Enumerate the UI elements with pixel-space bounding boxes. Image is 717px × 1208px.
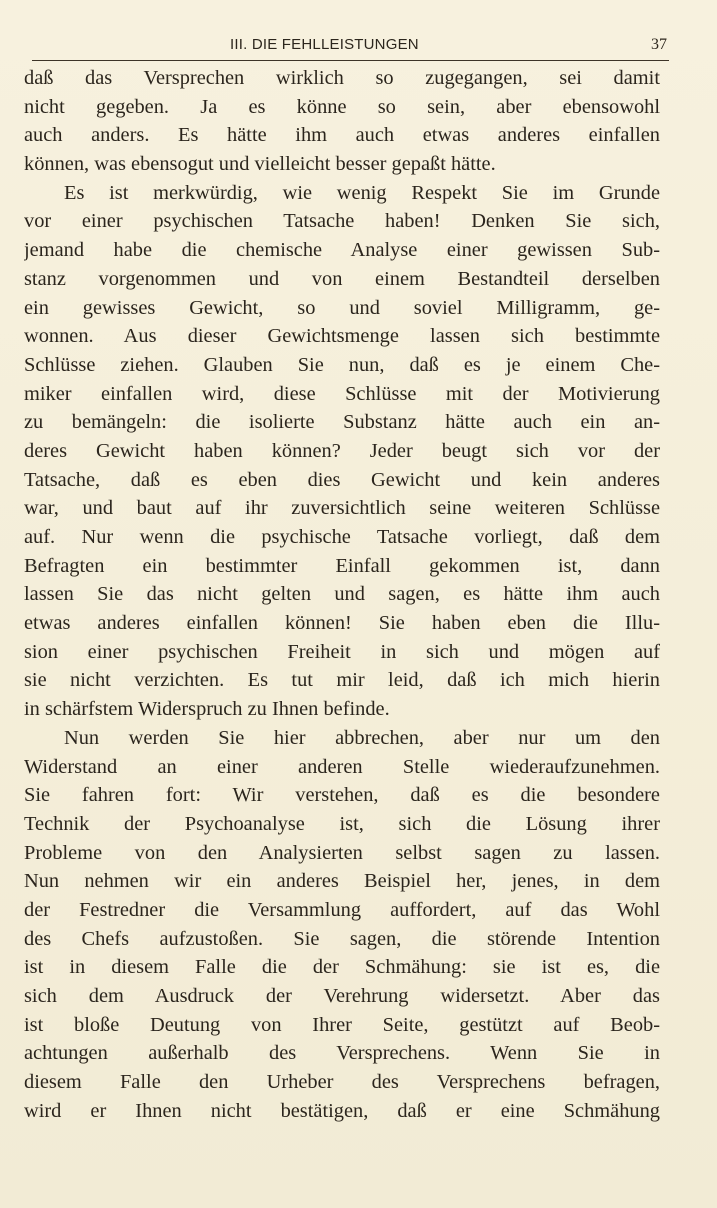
text-line: Es ist merkwürdig, wie wenig Respekt Sie im Grunde (64, 181, 660, 204)
text-line: stanz vorgenommen und von einem Bestandteil derselben (24, 267, 660, 290)
chapter-title: III. DIE FEHLLEISTUNGEN (230, 36, 419, 53)
text-line: jemand habe die chemische Analyse einer gewissen Sub- (24, 239, 660, 262)
text-line: Technik der Psychoanalyse ist, sich die Lösung ihrer (24, 812, 660, 835)
text-line: nicht gegeben. Ja es könne so sein, aber ebensowohl (24, 95, 660, 118)
text-line: auch anders. Es hätte ihm auch etwas anderes einfallen (24, 124, 660, 147)
text-line: Nun werden Sie hier abbrechen, aber nur um den (64, 726, 660, 749)
text-line: auf. Nur wenn die psychische Tatsache vorliegt, daß dem (24, 526, 660, 548)
text-line: sie nicht verzichten. Es tut mir leid, daß ich mich hierin (24, 669, 660, 692)
text-line: ist bloße Deutung von Ihrer Seite, gestützt auf Beob- (24, 1013, 660, 1036)
text-line: wird er Ihnen nicht bestätigen, daß er eine Schmähung (24, 1099, 660, 1122)
text-line: diesem Falle den Urheber des Versprechens befragen, (24, 1071, 660, 1094)
text-line: Nun nehmen wir ein anderes Beispiel her, jenes, in dem (24, 870, 660, 893)
text-line: der Festredner die Versammlung auffordert, auf das Wohl (24, 898, 660, 921)
text-line: zu bemängeln: die isolierte Substanz hätte auch ein an- (24, 411, 660, 434)
text-line: können, was ebensogut und vielleicht besser gepaßt hätte. (24, 153, 496, 176)
text-line: daß das Versprechen wirklich so zugegangen, sei damit (24, 67, 660, 89)
text-line: Tatsache, daß es eben dies Gewicht und kein anderes (24, 468, 660, 491)
text-line: etwas anderes einfallen können! Sie haben eben die Illu- (24, 612, 660, 635)
text-line: Sie fahren fort: Wir verstehen, daß es die besondere (24, 784, 660, 807)
text-line: Befragten ein bestimmter Einfall gekommen ist, dann (24, 554, 660, 577)
header-rule (32, 60, 669, 61)
text-line: miker einfallen wird, diese Schlüsse mit der Motivierung (24, 382, 660, 405)
body-text (24, 64, 660, 1125)
text-line: vor einer psychischen Tatsache haben! Denken Sie sich, (24, 210, 660, 233)
text-line: wonnen. Aus dieser Gewichtsmenge lassen sich bestimmte (24, 325, 660, 348)
text-line: ein gewisses Gewicht, so und soviel Milligramm, ge- (24, 296, 660, 319)
text-line: achtungen außerhalb des Versprechens. Wenn Sie in (24, 1042, 660, 1065)
text-line: deres Gewicht haben können? Jeder beugt sich vor der (24, 439, 660, 462)
text-line: ist in diesem Falle die der Schmähung: sie ist es, die (24, 956, 660, 979)
text-line: sion einer psychischen Freiheit in sich und mögen auf (24, 640, 660, 663)
running-header (30, 36, 667, 60)
text-line: war, und baut auf ihr zuversichtlich seine weiteren Schlüsse (24, 497, 660, 520)
page-number: 37 (651, 36, 667, 53)
text-line: lassen Sie das nicht gelten und sagen, es hätte ihm auch (24, 583, 660, 606)
text-line: sich dem Ausdruck der Verehrung widersetzt. Aber das (24, 985, 660, 1007)
text-line: in schärfstem Widerspruch zu Ihnen befinde. (24, 698, 390, 721)
text-line: Schlüsse ziehen. Glauben Sie nun, daß es je einem Che- (24, 353, 660, 376)
text-line: Probleme von den Analysierten selbst sagen zu lassen. (24, 841, 660, 864)
text-line: des Chefs aufzustoßen. Sie sagen, die störende Intention (24, 927, 660, 950)
text-line: Widerstand an einer anderen Stelle wiederaufzunehmen. (24, 755, 660, 778)
